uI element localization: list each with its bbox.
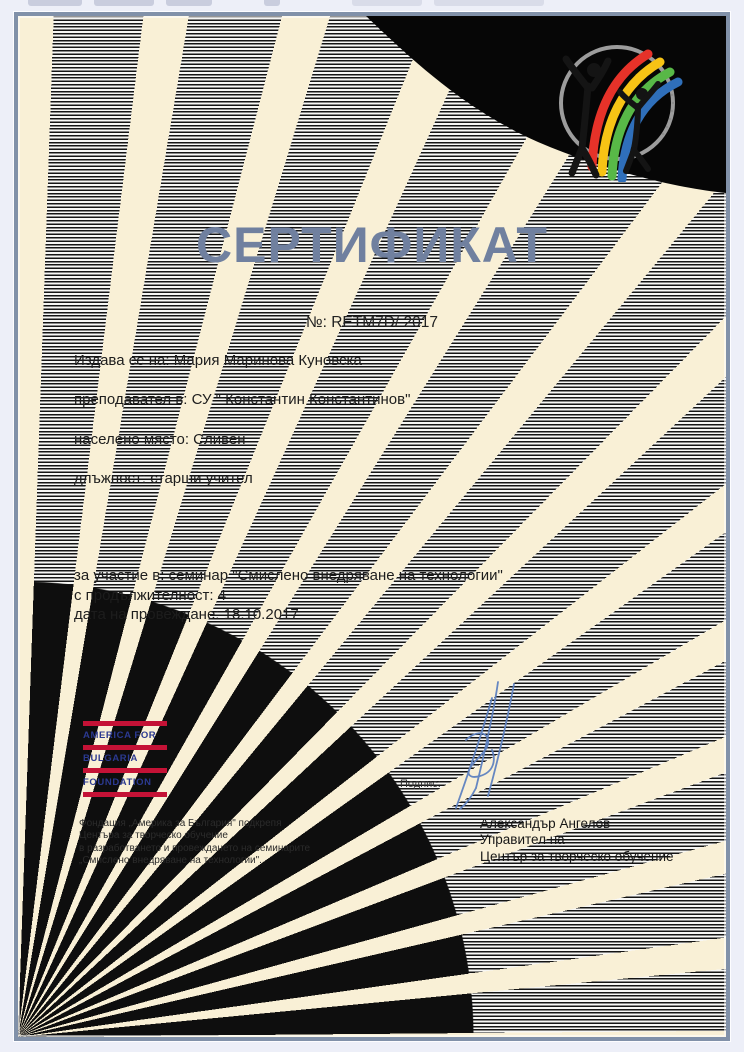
footer-line: Фондация „Америка за България" подкрепя <box>79 818 282 829</box>
ghost-block <box>264 0 280 6</box>
signatory-role: Управител на <box>480 832 565 848</box>
abf-logo-line: BULGARIA <box>83 753 138 765</box>
abf-logo-line: FOUNDATION <box>83 776 152 788</box>
ghost-block <box>28 0 82 6</box>
foundation-acknowledgement <box>79 818 310 868</box>
ghost-block <box>352 0 422 6</box>
signatory-block <box>480 816 674 865</box>
ghost-block <box>434 0 544 6</box>
abf-foundation-logo <box>83 721 167 797</box>
signature-label: Подпис: <box>400 778 441 790</box>
footer-line: в разработването и провеждането на семинарите <box>79 842 311 854</box>
certificate-title: СЕРТИФИКАТ <box>196 217 548 273</box>
recipient-block <box>74 352 410 510</box>
event-block <box>74 566 503 625</box>
event-line: за участие в: семинар "Смислено внедряване на технологии" <box>74 567 503 584</box>
ghost-block <box>166 0 212 6</box>
ghost-block <box>94 0 154 6</box>
footer-line: Центъра за творческо обучение <box>79 830 228 842</box>
abf-logo-line: AMERICA FOR <box>83 729 157 741</box>
recipient-line: Издава се на: Мария Маринова Куновска <box>74 352 362 369</box>
signatory-name: Александър Ангелов <box>480 816 611 831</box>
cct-logo-icon <box>542 32 692 182</box>
footer-line: „Смислено внедряване на технологии". <box>79 855 262 867</box>
certificate-number: №: RETM7D/ 2017 <box>305 314 439 331</box>
signature-image <box>436 680 556 810</box>
recipient-line: населено място: Сливен <box>74 430 246 448</box>
certificate-page <box>14 12 730 1041</box>
abf-red-bar <box>83 792 167 797</box>
cropped-text-ghost <box>28 0 544 7</box>
recipient-line: преподавател в: СУ " Константин Константинов" <box>74 391 411 409</box>
event-line: с продължителност: 4 <box>74 586 227 604</box>
event-line: дата на провеждане: 18.10.2017 <box>74 606 299 624</box>
signatory-organization: Център за творческо обучение <box>480 848 674 864</box>
recipient-line: длъжност: старши учител <box>74 470 253 488</box>
